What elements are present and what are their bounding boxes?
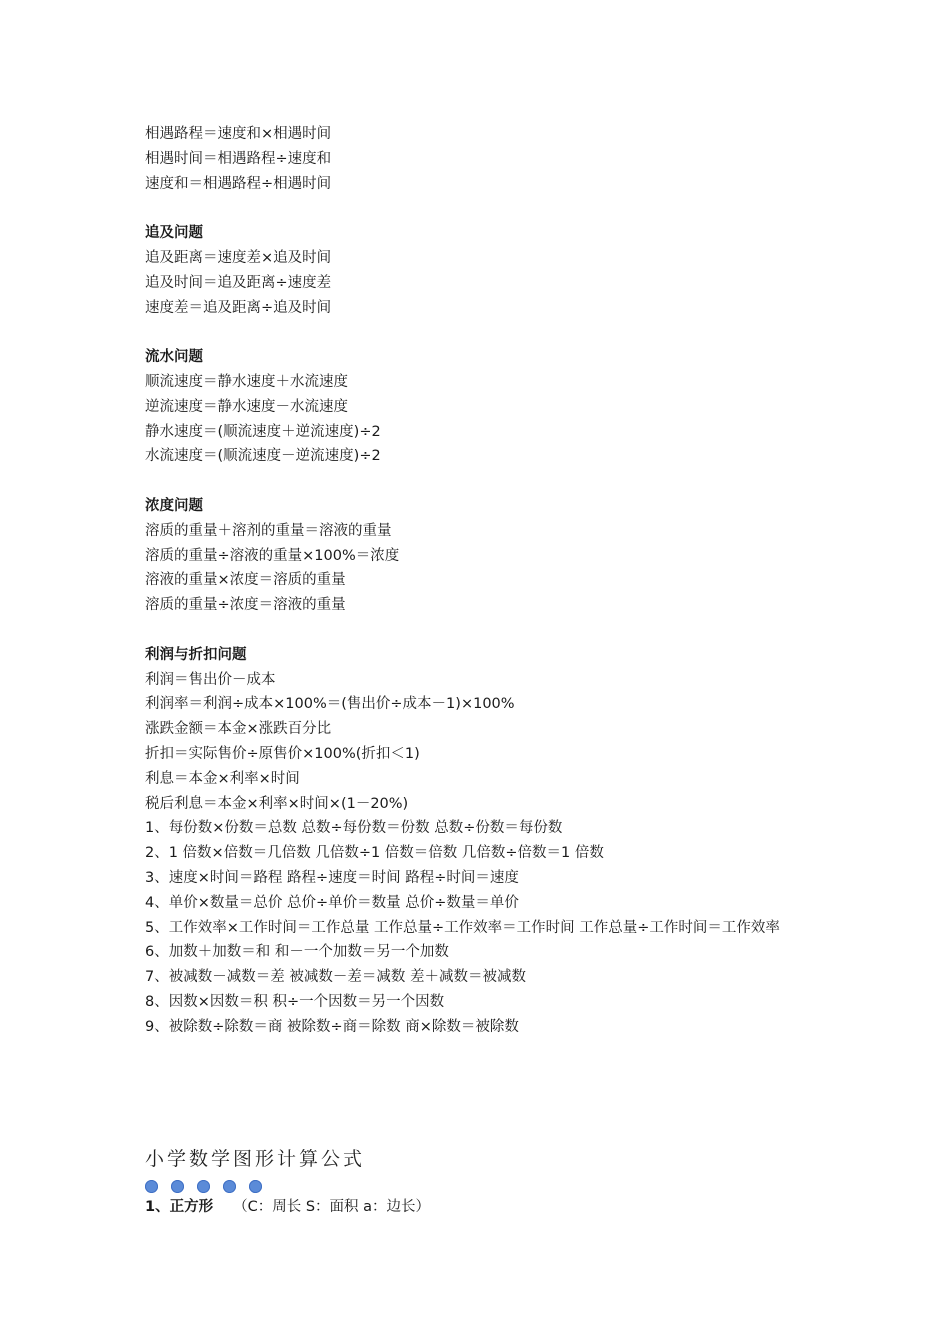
- formula-line: 折扣＝实际售价÷原售价×100%(折扣＜1): [145, 745, 420, 762]
- formula-list: [145, 122, 825, 1039]
- formula-line: 溶液的重量×浓度＝溶质的重量: [145, 572, 346, 589]
- dot-icon: [223, 1180, 236, 1193]
- formula-line: 7、被减数－减数＝差 被减数－差＝减数 差＋减数＝被减数: [145, 969, 526, 986]
- square-label: 1、正方形: [145, 1199, 214, 1215]
- formula-line: 3、速度×时间＝路程 路程÷速度＝时间 路程÷时间＝速度: [145, 869, 519, 886]
- dot-icon: [145, 1180, 158, 1193]
- formula-line: 水流速度＝(顺流速度－逆流速度)÷2: [145, 448, 381, 465]
- square-formula-header: [145, 1195, 430, 1219]
- formula-line: 溶质的重量＋溶剂的重量＝溶液的重量: [145, 522, 392, 539]
- formula-line: 溶质的重量÷浓度＝溶液的重量: [145, 597, 346, 614]
- blank-line: [145, 320, 825, 345]
- formula-line: 追及距离＝速度差×追及时间: [145, 249, 332, 266]
- formula-line: 相遇时间＝相遇路程÷速度和: [145, 150, 332, 167]
- dot-icon: [249, 1180, 262, 1193]
- formula-line: 9、被除数÷除数＝商 被除数÷商＝除数 商×除数＝被除数: [145, 1018, 519, 1035]
- formula-line: 相遇路程＝速度和×相遇时间: [145, 126, 332, 142]
- formula-line: 静水速度＝(顺流速度＋逆流速度)÷2: [145, 423, 381, 440]
- formula-line: 利润＝售出价－成本: [145, 671, 276, 688]
- section-heading: 浓度问题: [145, 497, 203, 514]
- blank-line: [145, 196, 825, 221]
- formula-line: 溶质的重量÷溶液的重量×100%＝浓度: [145, 547, 400, 564]
- formula-line: 利润率＝利润÷成本×100%＝(售出价÷成本－1)×100%: [145, 696, 515, 713]
- decorative-dots: [145, 1180, 262, 1194]
- square-note: （C：周长 S：面积 a：边长）: [233, 1199, 431, 1215]
- formula-line: 速度差＝追及距离÷追及时间: [145, 299, 332, 316]
- formula-line: 速度和＝相遇路程÷相遇时间: [145, 175, 332, 192]
- blank-line: [145, 469, 825, 494]
- formula-line: 追及时间＝追及距离÷速度差: [145, 274, 332, 291]
- formula-line: 2、1 倍数×倍数＝几倍数 几倍数÷1 倍数＝倍数 几倍数÷倍数＝1 倍数: [145, 845, 604, 862]
- dot-icon: [171, 1180, 184, 1193]
- section-heading: 追及问题: [145, 225, 203, 242]
- formula-line: 逆流速度＝静水速度－水流速度: [145, 398, 348, 415]
- formula-line: 5、工作效率×工作时间＝工作总量 工作总量÷工作效率＝工作时间 工作总量÷工作时间＝工作效率: [145, 919, 780, 936]
- section-heading: 流水问题: [145, 349, 203, 366]
- blank-line: [145, 618, 825, 643]
- formula-line: 1、每份数×份数＝总数 总数÷每份数＝份数 总数÷份数＝每份数: [145, 820, 563, 837]
- formula-line: 税后利息＝本金×利率×时间×(1－20%): [145, 795, 409, 812]
- formula-line: 4、单价×数量＝总价 总价÷单价＝数量 总价÷数量＝单价: [145, 894, 519, 911]
- formula-line: 6、加数＋加数＝和 和－一个加数＝另一个加数: [145, 944, 449, 961]
- dot-icon: [197, 1180, 210, 1193]
- formula-line: 利息＝本金×利率×时间: [145, 770, 300, 787]
- formula-line: 涨跌金额＝本金×涨跌百分比: [145, 721, 332, 738]
- section-title: 小学数学图形计算公式: [145, 1148, 366, 1170]
- formula-line: 8、因数×因数＝积 积÷一个因数＝另一个因数: [145, 993, 445, 1010]
- formula-line: 顺流速度＝静水速度＋水流速度: [145, 373, 348, 390]
- section-heading: 利润与折扣问题: [145, 646, 247, 663]
